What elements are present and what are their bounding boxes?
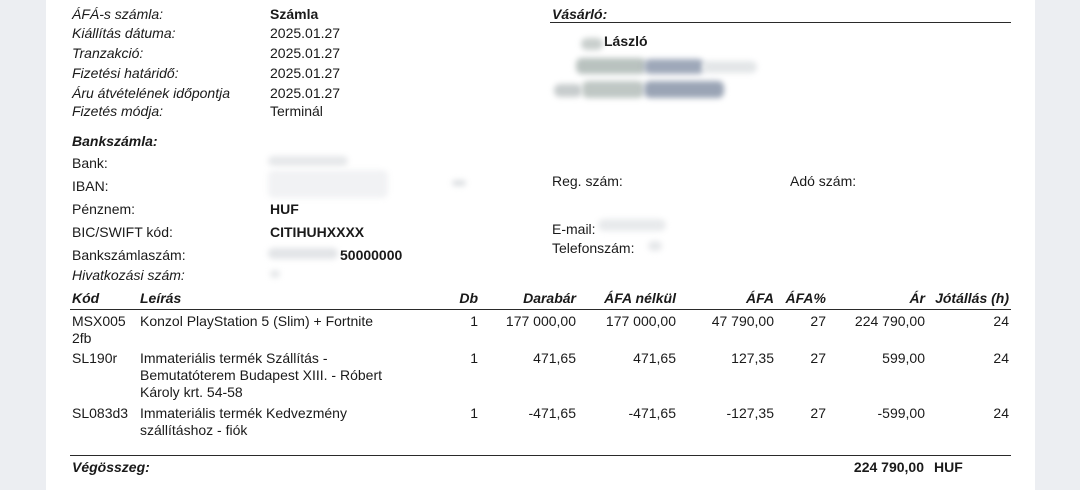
account-number-label: Bankszámlaszám: (72, 247, 186, 263)
redacted-iban (268, 170, 388, 198)
item-description (140, 350, 382, 401)
item-code-line: 2fb (72, 330, 92, 346)
item-code-line: MSX005 (72, 313, 126, 329)
buyer-divider (550, 22, 1011, 23)
delivery-date-label: Áru átvételének időpontja (72, 85, 230, 101)
item-code (72, 405, 128, 422)
col-price-header: Ár (909, 290, 925, 306)
reg-number-label: Reg. szám: (552, 173, 623, 189)
item-unit-price: 471,65 (533, 350, 576, 366)
tax-number-label: Adó szám: (790, 173, 857, 189)
item-warranty: 24 (993, 405, 1009, 421)
currency-value: HUF (270, 201, 299, 217)
account-number-value: 50000000 (340, 247, 403, 263)
item-vat-pct: 27 (810, 350, 826, 366)
item-warranty: 24 (993, 313, 1009, 329)
reference-number-label: Hivatkozási szám: (72, 267, 185, 283)
issue-date-value: 2025.01.27 (270, 25, 341, 41)
item-description-line: Károly krt. 54-58 (140, 384, 243, 400)
redacted-reference (270, 270, 280, 278)
item-price: 224 790,00 (854, 313, 925, 329)
redacted-phone (648, 241, 662, 251)
item-description-line: Bemutatóterem Budapest XIII. - Róbert (140, 367, 383, 383)
item-net: -471,65 (628, 405, 676, 421)
due-date-value: 2025.01.27 (270, 65, 341, 81)
payment-method-label: Fizetés módja: (72, 103, 164, 119)
table-header-divider (70, 309, 1011, 310)
phone-label: Telefonszám: (552, 240, 635, 256)
item-description (140, 313, 373, 330)
total-amount: 224 790,00 (853, 459, 924, 475)
item-price: -599,00 (877, 405, 925, 421)
item-qty: 1 (470, 405, 478, 421)
item-code-line: SL190r (72, 350, 118, 366)
total-divider (70, 455, 1011, 456)
item-description-line: szállításhoz - fiók (140, 422, 248, 438)
col-net-header: ÁFA nélkül (604, 290, 676, 306)
col-warranty-header: Jótállás (h) (935, 290, 1009, 306)
invoice-type-value: Számla (270, 6, 319, 22)
item-vat: 47 790,00 (711, 313, 774, 329)
item-vat: 127,35 (731, 350, 774, 366)
iban-label: IBAN: (72, 178, 109, 194)
redacted-address-line-1a (576, 58, 646, 74)
redacted-bank-name (268, 156, 348, 166)
redacted-address-line-1b (644, 59, 704, 74)
payment-method-value: Terminál (270, 103, 323, 119)
item-warranty: 24 (993, 350, 1009, 366)
issue-date-label: Kiállítás dátuma: (72, 25, 176, 41)
redacted-address-line-2a (554, 84, 582, 97)
transaction-label: Tranzakció: (72, 45, 144, 61)
item-net: 471,65 (633, 350, 676, 366)
item-vat: -127,35 (726, 405, 774, 421)
buyer-name: László (604, 33, 648, 49)
redacted-address-line-2c (644, 81, 724, 98)
redacted-address-line-1c (702, 61, 757, 73)
item-description-line: Immateriális termék Szállítás - (140, 350, 328, 366)
item-qty: 1 (470, 350, 478, 366)
col-description-header: Leírás (140, 290, 182, 306)
buyer-heading: Vásárló: (552, 6, 608, 22)
redacted-address-line-2b (582, 81, 644, 98)
total-currency: HUF (934, 459, 963, 475)
bic-value: CITIHUHXXXX (270, 224, 365, 240)
item-net: 177 000,00 (605, 313, 676, 329)
item-unit-price: 177 000,00 (505, 313, 576, 329)
invoice-page (46, 0, 1035, 490)
item-description-line: Konzol PlayStation 5 (Slim) + Fortnite (140, 313, 374, 329)
redacted-iban-tail (452, 180, 466, 186)
item-description (140, 405, 347, 439)
col-unit-price-header: Darabár (523, 290, 576, 306)
col-qty-header: Db (459, 290, 478, 306)
total-label: Végösszeg: (72, 459, 150, 475)
item-unit-price: -471,65 (528, 405, 576, 421)
email-label: E-mail: (552, 221, 596, 237)
item-vat-pct: 27 (810, 405, 826, 421)
delivery-date-value: 2025.01.27 (270, 85, 341, 101)
bank-name-label: Bank: (72, 155, 108, 171)
item-price: 599,00 (882, 350, 925, 366)
item-qty: 1 (470, 313, 478, 329)
currency-label: Pénznem: (72, 201, 136, 217)
item-code-line: SL083d3 (72, 405, 129, 421)
item-code (72, 313, 126, 347)
invoice-type-label: ÁFÁ-s számla: (72, 6, 164, 22)
due-date-label: Fizetési határidő: (72, 65, 179, 81)
transaction-value: 2025.01.27 (270, 45, 341, 61)
col-vat-header: ÁFA (746, 290, 774, 306)
col-code-header: Kód (72, 290, 100, 306)
item-code (72, 350, 117, 367)
redacted-email (598, 219, 666, 231)
redacted-name-prefix (581, 38, 603, 50)
bank-heading: Bankszámla: (72, 133, 158, 149)
bic-label: BIC/SWIFT kód: (72, 224, 173, 240)
col-vat-pct-header: ÁFA% (785, 290, 826, 306)
redacted-account-prefix (268, 248, 338, 259)
item-description-line: Immateriális termék Kedvezmény (140, 405, 347, 421)
item-vat-pct: 27 (810, 313, 826, 329)
